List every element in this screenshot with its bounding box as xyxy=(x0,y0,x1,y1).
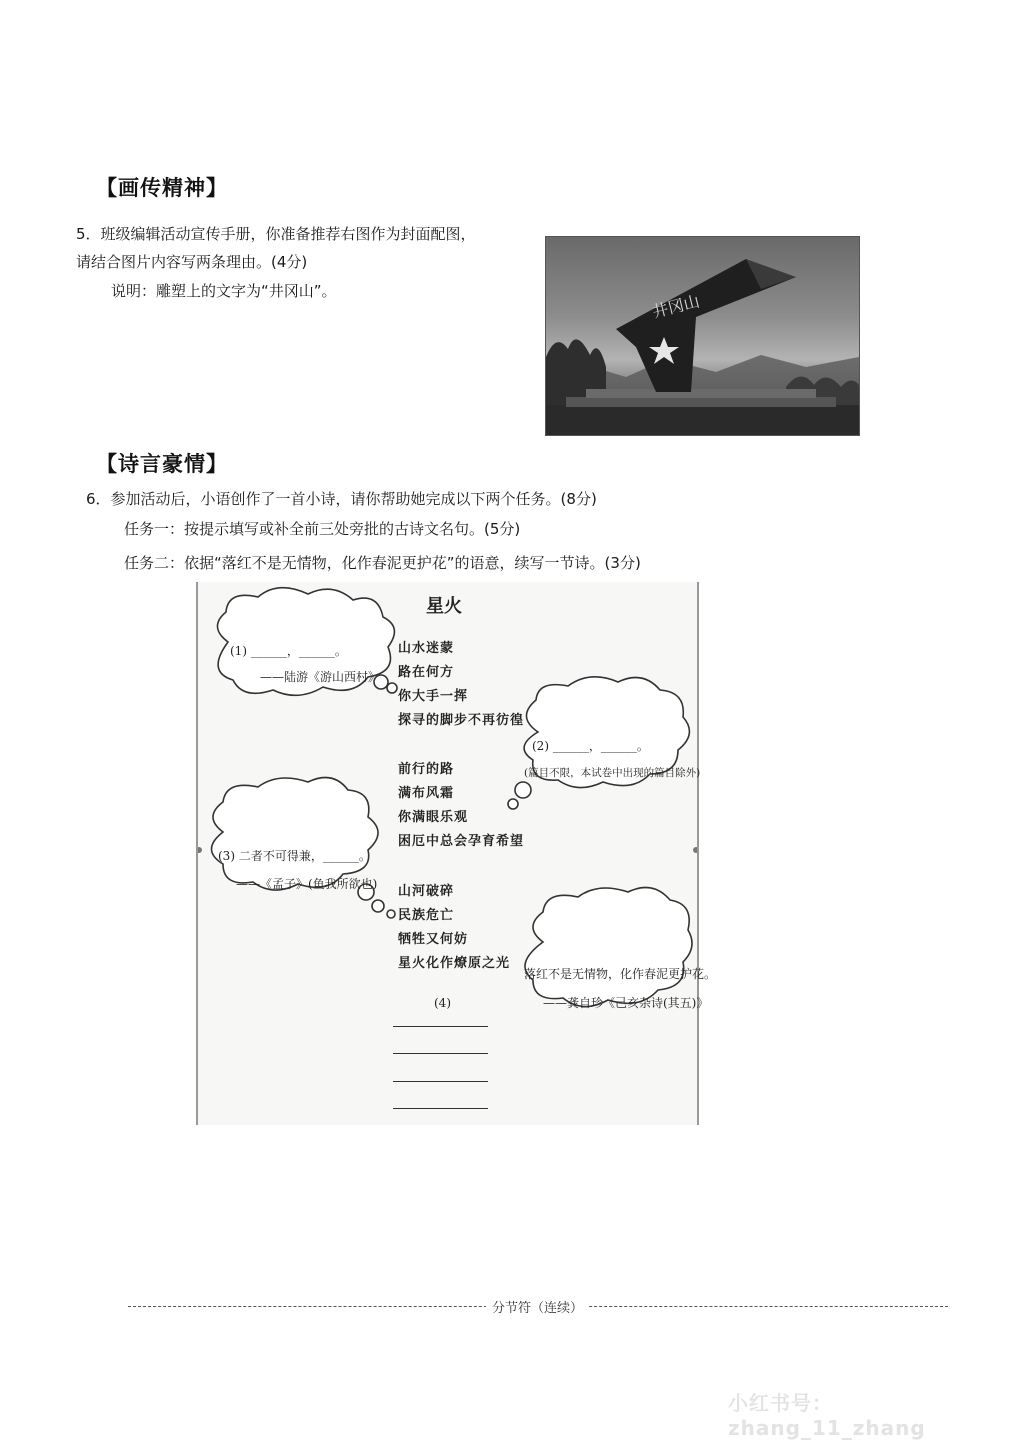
section-break-label: 分节符（连续） xyxy=(486,1297,589,1316)
poem-line: 牺牲又何妨 xyxy=(398,932,469,947)
answer-line xyxy=(393,1053,488,1054)
poem-line: 民族危亡 xyxy=(398,908,455,923)
poem-line: 星火化作燎原之光 xyxy=(398,956,511,971)
poem-line: 山河破碎 xyxy=(398,884,455,899)
cloud-4-source: ——龚自珍《己亥杂诗(其五)》 xyxy=(543,996,709,1010)
cloud-1-source: ——陆游《游山西村》 xyxy=(260,670,381,684)
answer-line xyxy=(393,1026,488,1027)
poem-line: 山水迷蒙 xyxy=(398,641,455,656)
answer-line xyxy=(393,1108,488,1109)
poem-title: 星火 xyxy=(426,596,462,617)
sculpture-photo xyxy=(545,236,860,436)
poem-line: 你满眼乐观 xyxy=(398,810,469,825)
question-5-line1: 5．班级编辑活动宣传手册，你准备推荐右图作为封面配图， xyxy=(76,225,476,243)
question-5-line2: 请结合图片内容写两条理由。(4分) xyxy=(76,253,308,271)
watermark: 小红书号：zhang_11_zhang xyxy=(728,1391,926,1440)
section-heading-poetry: 【诗言豪情】 xyxy=(96,452,228,476)
cloud-2-note: (篇目不限，本试卷中出现的篇目除外) xyxy=(524,767,701,779)
question-5-note: 说明：雕塑上的文字为“井冈山”。 xyxy=(111,282,337,300)
task-two: 任务二：依据“落红不是无情物，化作春泥更护花”的语意，续写一节诗。(3分) xyxy=(124,554,641,572)
section-heading-art: 【画传精神】 xyxy=(96,176,228,200)
cloud-2-blank: (2) ______，______。 xyxy=(532,739,649,753)
task-one: 任务一：按提示填写或补全前三处旁批的古诗文名句。(5分) xyxy=(124,520,521,538)
poem-line: 探寻的脚步不再彷徨 xyxy=(398,713,525,728)
poem-line: 满布风霜 xyxy=(398,786,455,801)
sculpture-text: 井冈山 xyxy=(650,291,702,322)
poem-figure xyxy=(196,582,717,1125)
poem-line: 你大手一挥 xyxy=(398,689,469,704)
answer-line xyxy=(393,1081,488,1082)
poem-line: 前行的路 xyxy=(398,762,455,777)
cloud-3-source: ——《孟子》(鱼我所欲也) xyxy=(236,877,378,891)
question-6: 6．参加活动后，小语创作了一首小诗，请你帮助她完成以下两个任务。(8分) xyxy=(86,490,597,508)
cloud-4-quote: 落红不是无情物，化作春泥更护花。 xyxy=(524,967,717,981)
blank-label-4: (4) xyxy=(434,996,451,1010)
cloud-3-blank: (3) 二者不可得兼，______。 xyxy=(218,849,371,863)
poem-line: 路在何方 xyxy=(398,665,455,680)
cloud-1-blank: (1) ______，______。 xyxy=(230,644,347,658)
poem-line: 困厄中总会孕育希望 xyxy=(398,834,525,849)
